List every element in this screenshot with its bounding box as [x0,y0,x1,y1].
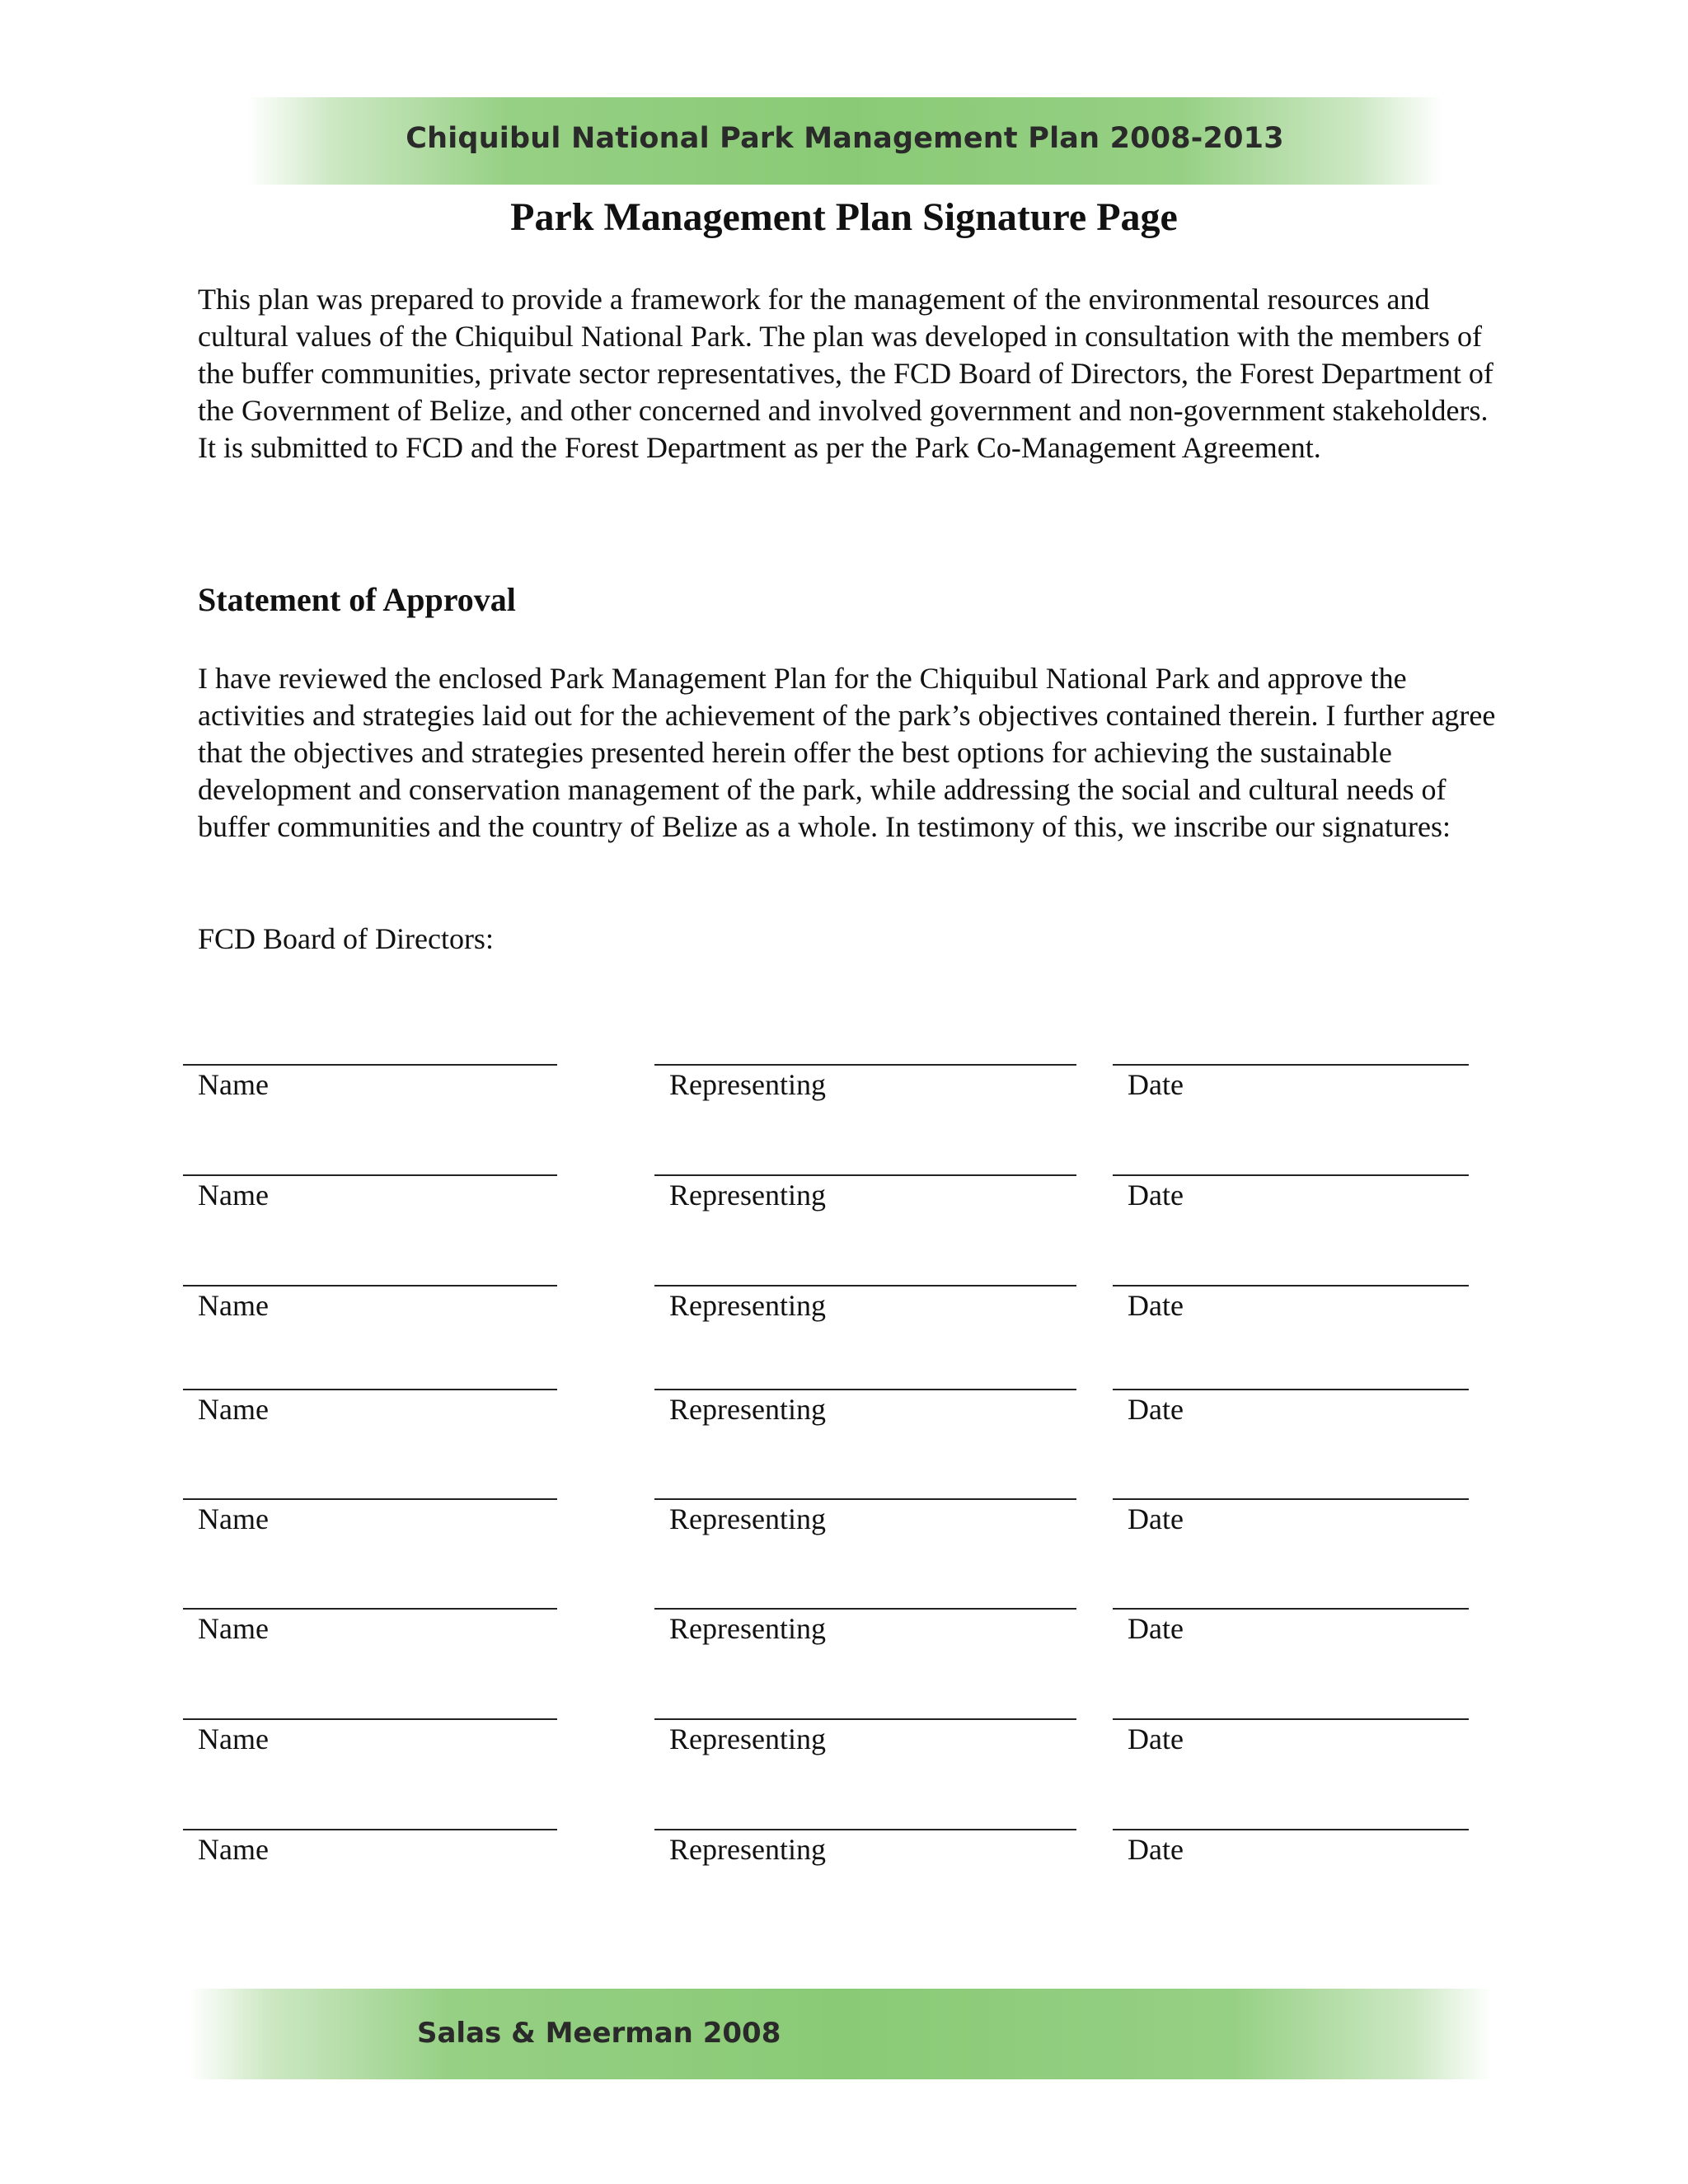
footer-band [190,1989,1492,2079]
signature-representing-line: Representing [654,1389,1076,1427]
signature-name-line: Name [183,1174,557,1212]
signature-name-line: Name [183,1389,557,1427]
signature-representing-line: Representing [654,1829,1076,1867]
signature-date-line: Date [1113,1389,1469,1427]
signature-name-line: Name [183,1608,557,1646]
signature-date-line: Date [1113,1718,1469,1756]
signature-row [0,1608,1688,1666]
footer-band-text: Salas & Meerman 2008 [417,2017,781,2050]
signature-representing-line: Representing [654,1285,1076,1323]
signature-date-line: Date [1113,1498,1469,1536]
signature-row [0,1829,1688,1886]
signature-date-line: Date [1113,1174,1469,1212]
signature-row [0,1389,1688,1446]
signature-representing-line: Representing [654,1718,1076,1756]
signature-date-line: Date [1113,1608,1469,1646]
intro-paragraph: This plan was prepared to provide a framework for the management of the environmental resources and cultural values of the Chiquibul National Park. The plan was developed in consultation with the members of the buffer communities, private sector representatives, the FCD Board of Directors, the Forest Department of the Government of Belize, and other concerned and involved government and non-government stakeholders. It is submitted to FCD and the Forest Department as per the Park Co-Management Agreement. [198,283,1493,464]
signature-name-line: Name [183,1718,557,1756]
signature-date-line: Date [1113,1829,1469,1867]
signature-date-line: Date [1113,1064,1469,1102]
signature-representing-line: Representing [654,1174,1076,1212]
signature-representing-line: Representing [654,1498,1076,1536]
signature-representing-line: Representing [654,1608,1076,1646]
header-band [247,97,1442,185]
signature-name-line: Name [183,1285,557,1323]
signature-name-line: Name [183,1498,557,1536]
signature-name-line: Name [183,1064,557,1102]
header-band-title: Chiquibul National Park Management Plan 2008-2013 [406,122,1284,155]
approval-statement: I have reviewed the enclosed Park Management Plan for the Chiquibul National Park and approve the activities and strategies laid out for the achievement of the park’s objectives contained therein. I further agree that the objectives and strategies presented herein offer the best options for achieving the sustainable development and conservation management of the park, while addressing the social and cultural needs of buffer communities and the country of Belize as a whole. In testimony of this, we inscribe our signatures: [198,662,1496,843]
signature-row [0,1718,1688,1776]
board-label: FCD Board of Directors: [198,922,494,955]
signature-name-line: Name [183,1829,557,1867]
approval-heading: Statement of Approval [198,581,516,618]
signature-row [0,1174,1688,1232]
signature-row [0,1064,1688,1122]
signature-row [0,1498,1688,1556]
signature-representing-line: Representing [654,1064,1076,1102]
signature-date-line: Date [1113,1285,1469,1323]
page-title: Park Management Plan Signature Page [510,195,1178,239]
signature-row [0,1285,1688,1343]
